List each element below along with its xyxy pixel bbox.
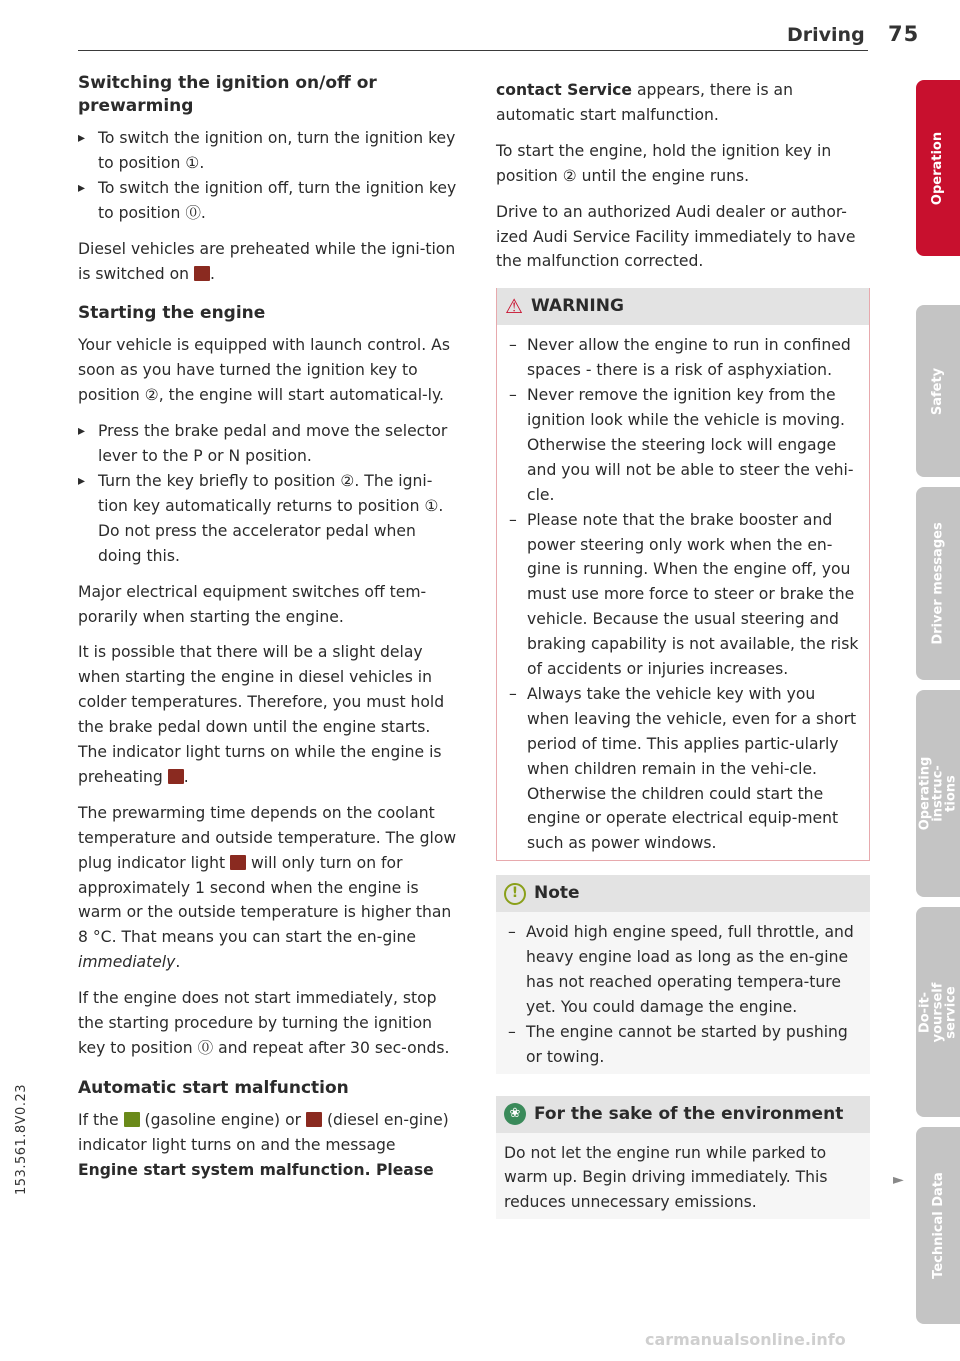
paragraph-diesel-preheat	[78, 237, 458, 287]
message-text: Engine start system malfunction. Please	[78, 1160, 434, 1179]
header-rule	[78, 50, 868, 51]
environment-box	[496, 1096, 870, 1220]
paragraph-restart: If the engine does not start immediately, stop the starting procedure by turning the ignition key to position ⓪ and repeat after 30 sec-onds.	[78, 989, 450, 1057]
text: .	[183, 767, 189, 786]
tab-label: Technical Data	[930, 1172, 946, 1279]
tab-label: Driver messages	[930, 522, 946, 645]
text: .	[210, 264, 215, 283]
glow-plug-indicator-icon	[194, 266, 210, 281]
text: Diesel vehicles are preheated while the igni-tion is switched on	[78, 239, 456, 283]
paragraph-contact-service	[496, 78, 870, 128]
text: .	[175, 953, 181, 972]
warning-item: – Please note that the brake booster and power steering only work when the en-gine is running. When the engine off, you must use more force to steer or brake the vehicle. Because the usual steering and braking capability is not available, the risk of accidents or injuries increases.	[505, 508, 861, 682]
continue-arrow-icon: ►	[893, 1172, 904, 1188]
section-title: Driving	[787, 24, 865, 46]
environment-header	[496, 1096, 870, 1133]
note-box	[496, 875, 870, 1073]
step-ignition-off: ▸ To switch the ignition off, turn the ignition key to position ⓪.	[78, 176, 458, 226]
paragraph-prewarming	[78, 801, 458, 975]
text: If the	[78, 1110, 124, 1129]
tab-label: Operating instruc-tions	[917, 756, 959, 831]
environment-paragraph: Do not let the engine run while parked to warm up. Begin driving immediately. This reduces unnecessary emissions.	[504, 1143, 828, 1212]
environment-title: For the sake of the environment	[534, 1103, 844, 1124]
page-number: 75	[888, 22, 920, 46]
paragraph-malfunction	[78, 1108, 458, 1183]
text: It is possible that there will be a slight delay when starting the engine in diesel vehicles in colder temperatures. Therefore, you must hold the brake pedal down until the engine starts. The indicator light turns on while the engine is preheating	[78, 643, 445, 786]
warning-item: – Never allow the engine to run in confined spaces - there is a risk of asphyxiation.	[505, 333, 861, 383]
warning-title: WARNING	[530, 296, 624, 317]
step-brake-pedal: ▸ Press the brake pedal and move the selector lever to the P or N position.	[78, 419, 458, 469]
heading-starting: Starting the engine	[78, 303, 266, 324]
step-ignition-on: ▸ To switch the ignition on, turn the ignition key to position ①.	[78, 126, 458, 176]
warning-box	[496, 288, 870, 861]
text: will only turn on for approximately 1 second when the engine is warm or the outside temperature is higher than 8 °C. That means you can start the en-gine	[78, 853, 452, 947]
document-code: 153.561.8V0.23	[14, 1084, 29, 1195]
heading-malfunction: Automatic start malfunction	[78, 1077, 349, 1098]
paragraph-launch-control: Your vehicle is equipped with launch control. As soon as you have turned the ignition key to position ②, the engine will start automatical-ly.	[78, 336, 450, 405]
paragraph-hold-key: To start the engine, hold the ignition key in position ② until the engine runs.	[496, 141, 832, 185]
note-icon: !	[504, 883, 526, 905]
tab-technical-data[interactable]	[916, 1127, 960, 1324]
tab-label: Safety	[930, 367, 946, 415]
tab-operating-instructions[interactable]	[916, 690, 960, 897]
glow-plug-indicator-icon	[168, 769, 184, 784]
step-turn-key: ▸ Turn the key briefly to position ②. The igni-tion key automatically returns to position ①. Do not press the accelerator pedal when doing this.	[78, 469, 458, 569]
text: (gasoline engine) or	[139, 1110, 306, 1129]
tab-driver-messages[interactable]	[916, 487, 960, 680]
warning-item: – Always take the vehicle key with you when leaving the vehicle, even for a short period of time. This applies partic-ularly when children remain in the vehi-cle. Otherwise the children could start the engine or operate electrical equip-ment such as power windows.	[505, 682, 861, 856]
paragraph-major-equipment: Major electrical equipment switches off tem-porarily when starting the engine.	[78, 582, 427, 626]
heading-ignition: Switching the ignition on/off or prewarming	[78, 73, 377, 116]
paragraph-drive-dealer: Drive to an authorized Audi dealer or author-ized Audi Service Facility immediately to have the malfunction corrected.	[496, 202, 856, 271]
text-italic: immediately	[78, 953, 176, 972]
glow-plug-indicator-icon	[230, 855, 246, 870]
tab-operation[interactable]	[916, 80, 960, 256]
tab-do-it-yourself-service[interactable]	[916, 907, 960, 1117]
tab-label: Do-it-yourself service	[917, 982, 959, 1042]
note-item: – The engine cannot be started by pushing or towing.	[504, 1020, 862, 1070]
left-column	[78, 72, 458, 1194]
paragraph-delay	[78, 640, 458, 789]
note-title: Note	[534, 883, 580, 904]
note-list	[496, 912, 870, 1073]
starting-steps	[78, 419, 458, 568]
footer-watermark: carmanualsonline.info	[645, 1330, 846, 1349]
environment-leaf-icon: ❀	[504, 1103, 526, 1125]
warning-header	[497, 288, 869, 325]
glow-plug-indicator-icon	[306, 1112, 322, 1127]
warning-item: – Never remove the ignition key from the ignition look while the vehicle is moving. Otherwise the steering lock will engage and you will not be able to steer the vehi-cle.	[505, 383, 861, 508]
tab-safety[interactable]	[916, 305, 960, 477]
ignition-steps	[78, 126, 458, 226]
text: appears, there is an automatic start malfunction.	[496, 81, 793, 124]
environment-text	[496, 1133, 870, 1220]
text: (diesel en-gine) indicator light turns on and the message	[78, 1110, 449, 1154]
message-text: contact Service	[496, 81, 632, 99]
warning-list	[497, 325, 869, 860]
epc-indicator-icon	[124, 1112, 140, 1127]
note-item: – Avoid high engine speed, full throttle, and heavy engine load as long as the en-gine has not reached operating tempera-ture yet. You could damage the engine.	[504, 920, 862, 1020]
tab-label: Operation	[930, 131, 946, 205]
right-column	[496, 78, 870, 1219]
text: The prewarming time depends on the coolant temperature and outside temperature. The glow plug indicator light	[78, 803, 457, 872]
warning-triangle-icon: ⚠	[505, 294, 523, 319]
note-header	[496, 875, 870, 912]
